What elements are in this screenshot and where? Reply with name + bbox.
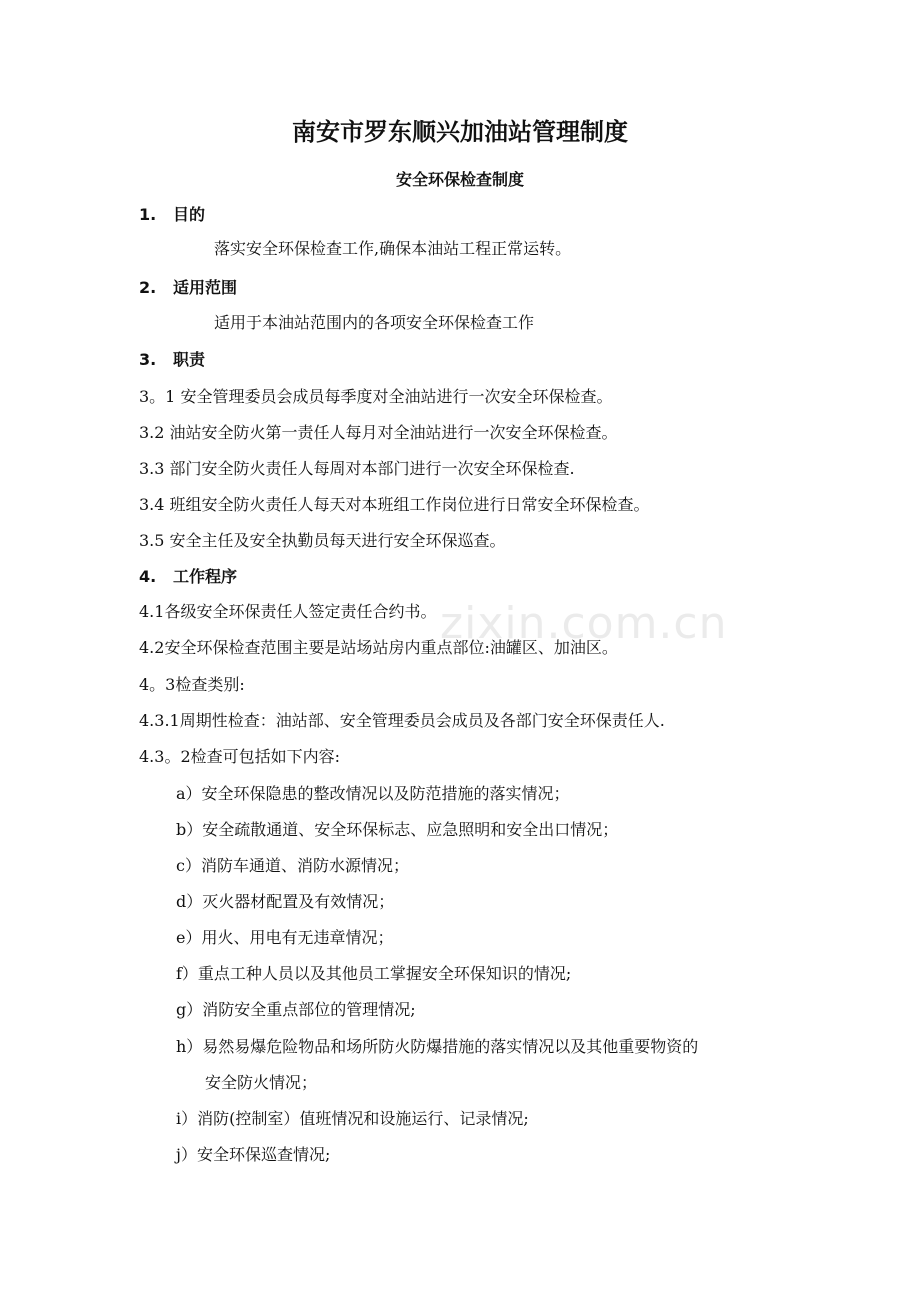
watermark: zixin.com.cn bbox=[440, 598, 728, 649]
procedure-item: 4。3检查类别: bbox=[139, 675, 245, 694]
section-title: 目的 bbox=[173, 205, 206, 224]
section-number: 2. bbox=[139, 278, 157, 297]
section-title: 适用范围 bbox=[173, 278, 238, 297]
procedure-item: 4.3.1周期性检查：油站部、安全管理委员会成员及各部门安全环保责任人. bbox=[139, 711, 665, 730]
check-item: j）安全环保巡查情况; bbox=[176, 1145, 331, 1164]
duty-item: 3.4 班组安全防火责任人每天对本班组工作岗位进行日常安全环保检查。 bbox=[139, 495, 650, 514]
check-item: e）用火、用电有无违章情况； bbox=[176, 928, 394, 947]
scope-text: 适用于本油站范围内的各项安全环保检查工作 bbox=[214, 313, 535, 332]
check-item: g）消防安全重点部位的管理情况; bbox=[176, 1000, 416, 1019]
check-item: c）消防车通道、消防水源情况； bbox=[176, 856, 409, 875]
purpose-text: 落实安全环保检查工作,确保本油站工程正常运转。 bbox=[214, 239, 572, 258]
check-item: f）重点工种人员以及其他员工掌握安全环保知识的情况; bbox=[176, 964, 572, 983]
section-number: 4. bbox=[139, 567, 157, 586]
section-heading-purpose bbox=[139, 205, 205, 225]
section-number: 1. bbox=[139, 205, 157, 224]
section-heading-duties bbox=[139, 350, 205, 370]
document-title: 南安市罗东顺兴加油站管理制度 bbox=[292, 118, 628, 146]
duty-item: 3.3 部门安全防火责任人每周对本部门进行一次安全环保检查. bbox=[139, 459, 575, 478]
check-item-continuation: 安全防火情况； bbox=[205, 1073, 318, 1092]
procedure-item: 4.3。2检查可包括如下内容: bbox=[139, 747, 341, 766]
section-heading-scope bbox=[139, 278, 237, 298]
duty-item: 3.2 油站安全防火第一责任人每月对全油站进行一次安全环保检查。 bbox=[139, 423, 618, 442]
check-item: h）易然易爆危险物品和场所防火防爆措施的落实情况以及其他重要物资的 bbox=[176, 1037, 699, 1056]
section-title: 工作程序 bbox=[173, 567, 238, 586]
check-item: i）消防(控制室）值班情况和设施运行、记录情况; bbox=[176, 1109, 529, 1128]
section-title: 职责 bbox=[173, 350, 206, 369]
duty-item: 3.5 安全主任及安全执勤员每天进行安全环保巡查。 bbox=[139, 531, 506, 550]
procedure-item: 4.2安全环保检查范围主要是站场站房内重点部位:油罐区、加油区。 bbox=[139, 638, 618, 657]
document-subtitle: 安全环保检查制度 bbox=[395, 170, 524, 189]
section-heading-procedure bbox=[139, 567, 237, 587]
check-item: b）安全疏散通道、安全环保标志、应急照明和安全出口情况； bbox=[176, 820, 619, 839]
check-item: d）灭火器材配置及有效情况； bbox=[176, 892, 395, 911]
duty-item: 3。1 安全管理委员会成员每季度对全油站进行一次安全环保检查。 bbox=[139, 387, 613, 406]
section-number: 3. bbox=[139, 350, 157, 369]
check-item: a）安全环保隐患的整改情况以及防范措施的落实情况； bbox=[176, 784, 570, 803]
procedure-item: 4.1各级安全环保责任人签定责任合约书。 bbox=[139, 602, 437, 621]
